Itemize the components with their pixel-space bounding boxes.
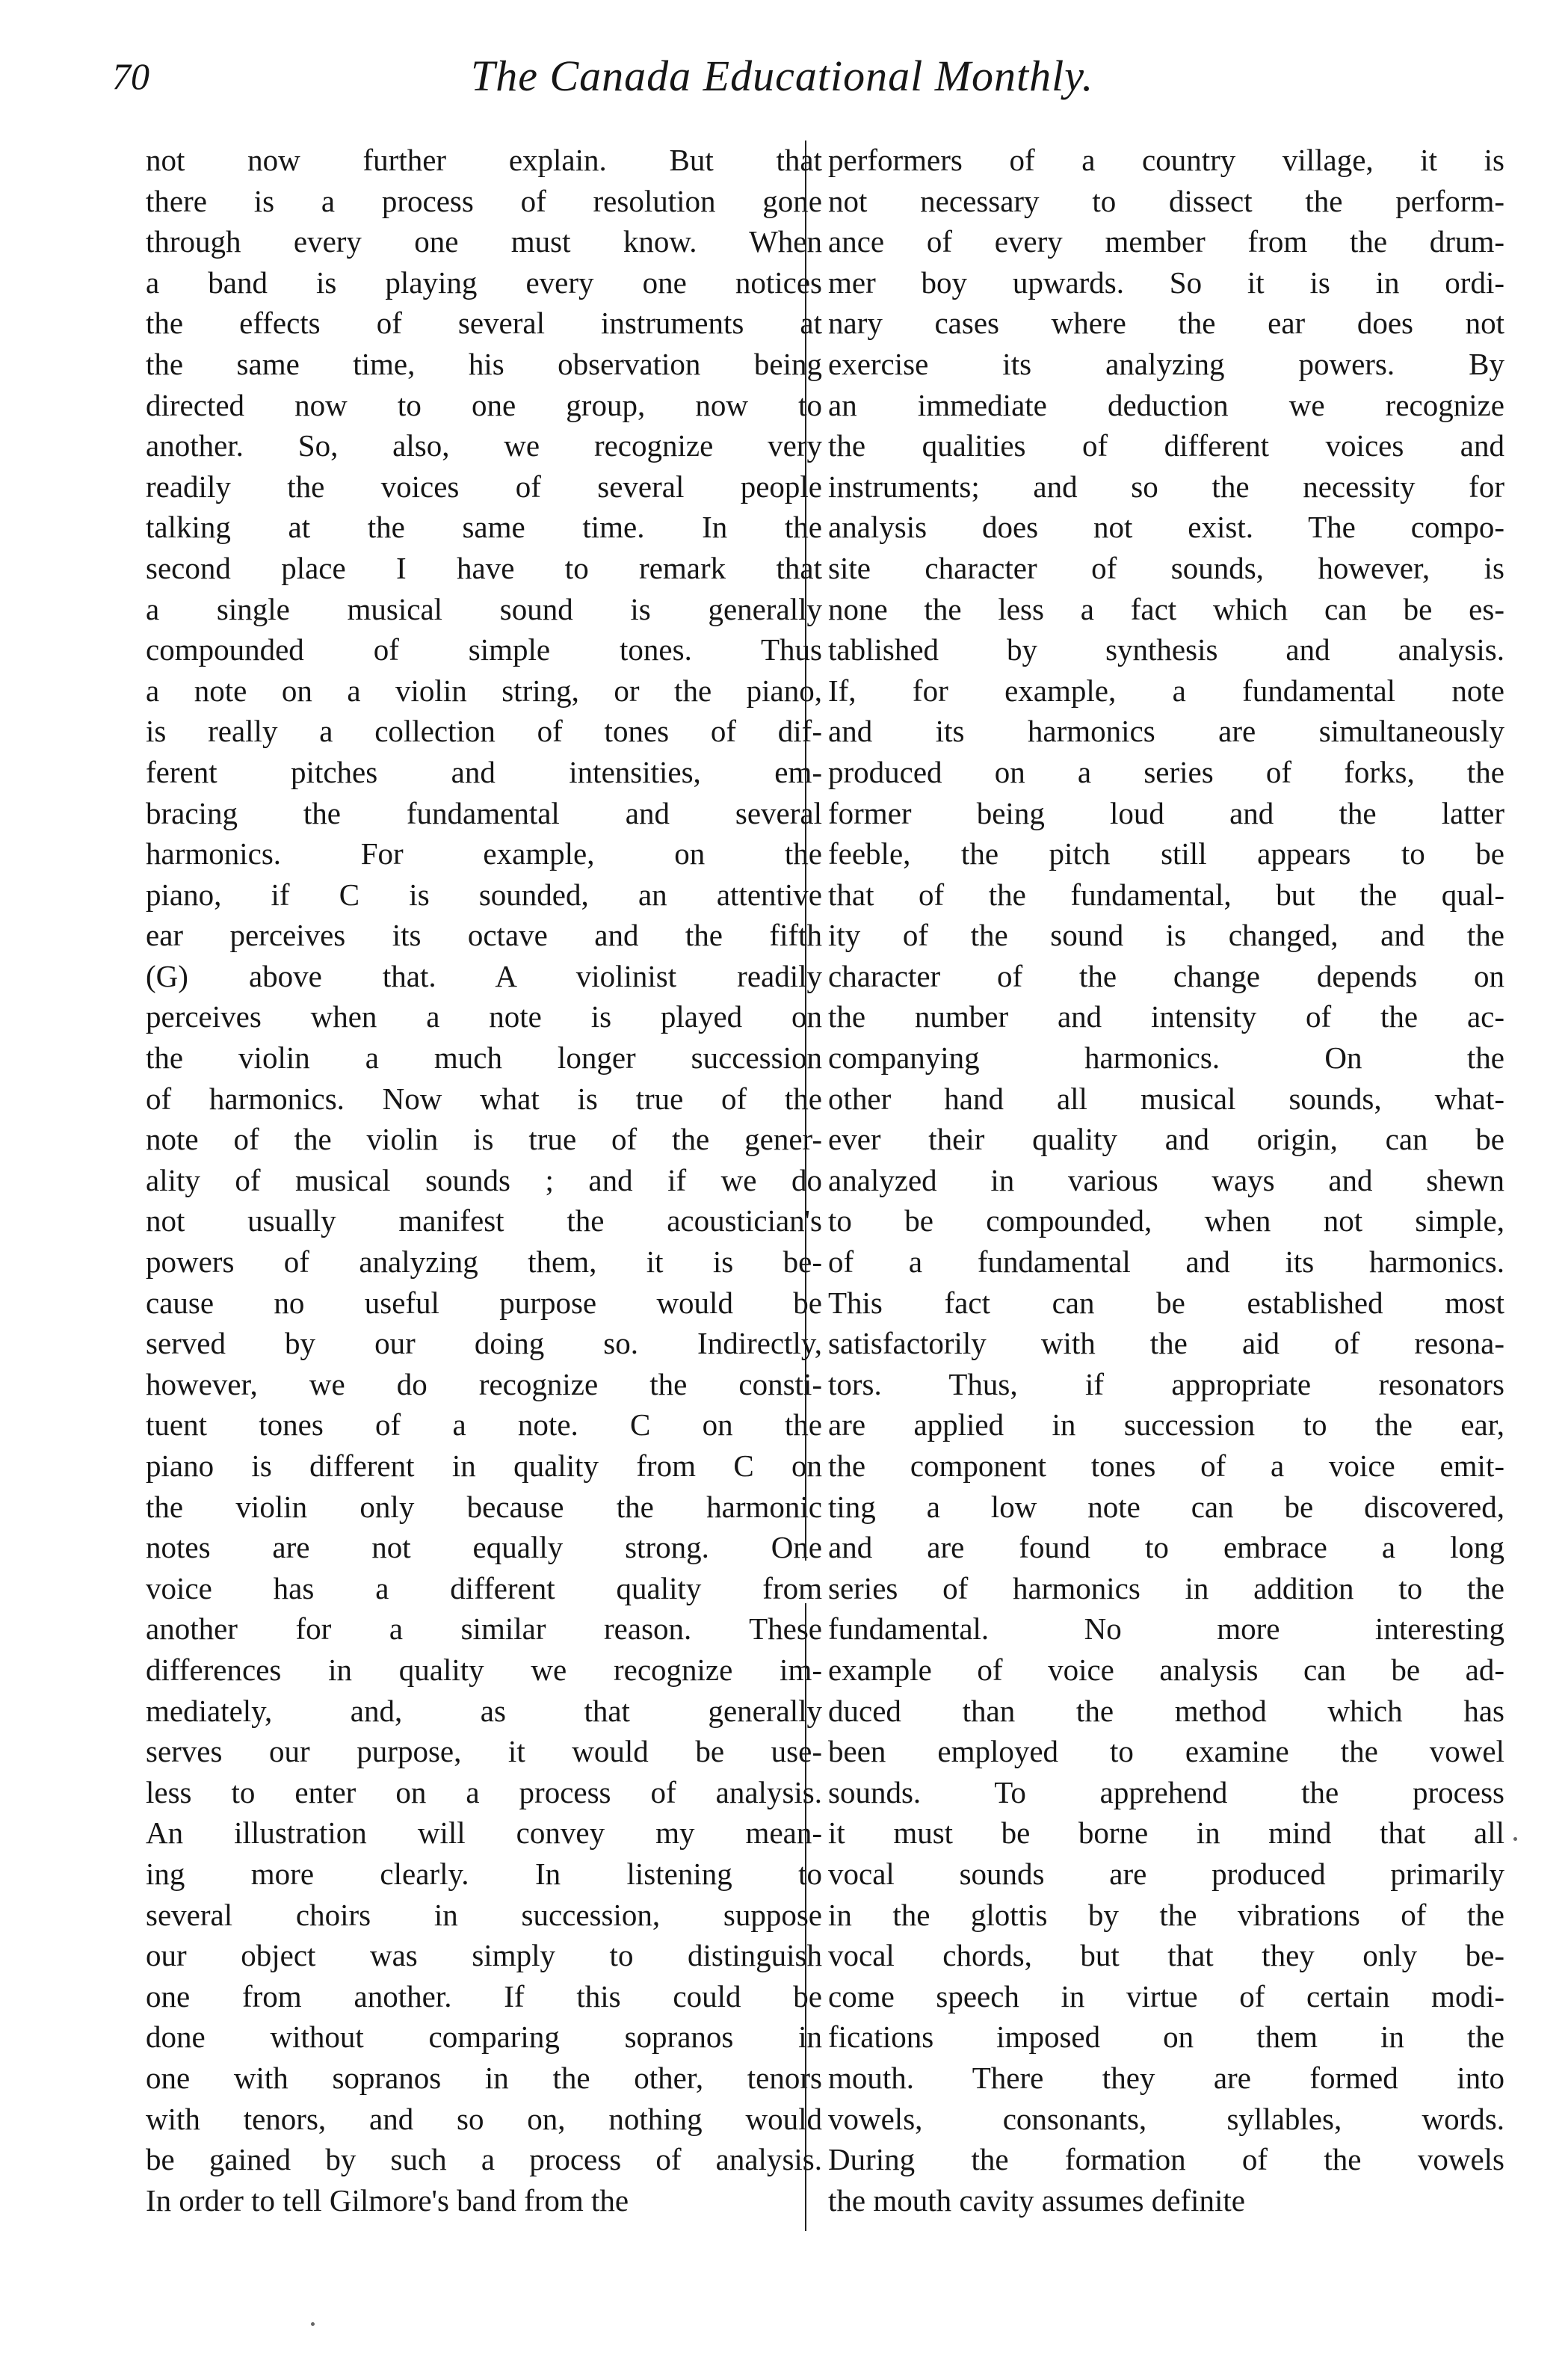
text-line: ality of musical sounds ; and if we do (146, 1162, 822, 1197)
text-line: are applied in succession to the ear, (828, 1407, 1504, 1442)
text-line: with tenors, and so on, nothing would (146, 2101, 822, 2136)
text-line: be gained by such a process of analysis. (146, 2142, 822, 2177)
text-line: one from another. If this could be (146, 1978, 822, 2014)
text-line: piano is different in quality from C on (146, 1448, 822, 1483)
text-line: satisfactorily with the aid of resona- (828, 1326, 1504, 1361)
text-line: however, we do recognize the consti- (146, 1366, 822, 1401)
text-line: voice has a different quality from (146, 1570, 822, 1605)
text-line: other hand all musical sounds, what- (828, 1081, 1504, 1116)
text-line: piano, if C is sounded, an attentive (146, 877, 822, 912)
text-line: not necessary to dissect the perform- (828, 183, 1504, 218)
text-line: ting a low note can be discovered, (828, 1489, 1504, 1524)
text-line: powers of analyzing them, it is be- (146, 1244, 822, 1280)
text-line: not now further explain. But that (146, 143, 822, 177)
text-line: come speech in virtue of certain modi- (828, 1978, 1504, 2014)
text-line: differences in quality we recognize im- (146, 1652, 822, 1687)
text-line: the same time, his observation being (146, 346, 822, 381)
text-line: several choirs in succession, suppose (146, 1897, 822, 1932)
text-line: the qualities of different voices and (828, 428, 1504, 463)
text-line: cause no useful purpose would be (146, 1285, 822, 1320)
text-line: there is a process of resolution gone (146, 183, 822, 218)
text-line: less to enter on a process of analysis. (146, 1774, 822, 1809)
text-line: and are found to embrace a long (828, 1530, 1504, 1565)
text-line: In order to tell Gilmore's band from the (146, 2182, 629, 2218)
text-line: During the formation of the vowels (828, 2142, 1504, 2177)
text-line: feeble, the pitch still appears to be (828, 836, 1504, 871)
text-line: exercise its analyzing powers. By (828, 346, 1504, 381)
text-line: and its harmonics are simultaneously (828, 714, 1504, 749)
text-line: an immediate deduction we recognize (828, 387, 1504, 422)
text-line: been employed to examine the vowel (828, 1734, 1504, 1769)
text-line: analysis does not exist. The compo- (828, 510, 1504, 545)
text-line: performers of a country village, it is (828, 143, 1504, 177)
text-line: one with sopranos in the other, tenors (146, 2060, 822, 2095)
text-line: ferent pitches and intensities, em- (146, 754, 822, 789)
text-line: compounded of simple tones. Thus (146, 632, 822, 667)
text-line: of a fundamental and its harmonics. (828, 1244, 1504, 1280)
text-line: served by our doing so. Indirectly, (146, 1326, 822, 1361)
text-line: our object was simply to distinguish (146, 1938, 822, 1973)
text-line: nary cases where the ear does not (828, 306, 1504, 341)
text-line: readily the voices of several people (146, 469, 822, 504)
text-line: the number and intensity of the ac- (828, 999, 1504, 1034)
page-number: 70 (112, 55, 149, 97)
text-line: of harmonics. Now what is true of the (146, 1081, 822, 1116)
text-line: ever their quality and origin, can be (828, 1122, 1504, 1157)
text-line: tablished by synthesis and analysis. (828, 632, 1504, 667)
text-line: harmonics. For example, on the (146, 836, 822, 871)
text-line: ing more clearly. In listening to (146, 1856, 822, 1891)
text-line: mouth. There they are formed into (828, 2060, 1504, 2095)
text-line: done without comparing sopranos in (146, 2019, 822, 2055)
text-line: companying harmonics. On the (828, 1040, 1504, 1076)
text-line: another for a similar reason. These (146, 1611, 822, 1647)
text-line: vocal sounds are produced primarily (828, 1856, 1504, 1891)
text-line: a note on a violin string, or the piano, (146, 673, 822, 708)
text-line: serves our purpose, it would be use- (146, 1734, 822, 1769)
text-line: analyzed in various ways and shewn (828, 1162, 1504, 1197)
text-line: perceives when a note is played on (146, 999, 822, 1034)
text-line: sounds. To apprehend the process (828, 1774, 1504, 1809)
text-line: example of voice analysis can be ad- (828, 1652, 1504, 1687)
text-line: that of the fundamental, but the qual- (828, 877, 1504, 912)
text-line: not usually manifest the acoustician's (146, 1203, 822, 1238)
text-line: (G) above that. A violinist readily (146, 958, 822, 993)
text-line: to be compounded, when not simple, (828, 1203, 1504, 1238)
text-line: ance of every member from the drum- (828, 224, 1504, 259)
text-line: it must be borne in mind that all (828, 1815, 1504, 1851)
text-line: duced than the method which has (828, 1693, 1504, 1728)
text-line: the component tones of a voice emit- (828, 1448, 1504, 1483)
print-speck (311, 2322, 315, 2326)
text-line: second place I have to remark that (146, 550, 822, 585)
text-line: the violin only because the harmonic (146, 1489, 822, 1524)
right-column (828, 140, 1504, 2277)
text-line: the effects of several instruments at (146, 306, 822, 341)
text-line: another. So, also, we recognize very (146, 428, 822, 463)
text-line: tors. Thus, if appropriate resonators (828, 1366, 1504, 1401)
running-title: The Canada Educational Monthly. (471, 52, 1094, 100)
text-line: former being loud and the latter (828, 795, 1504, 830)
text-line: ear perceives its octave and the fifth (146, 918, 822, 953)
text-line: the violin a much longer succession (146, 1040, 822, 1076)
text-line: is really a collection of tones of dif- (146, 714, 822, 749)
text-line: mediately, and, as that generally (146, 1693, 822, 1728)
text-line: none the less a fact which can be es- (828, 591, 1504, 626)
text-line: instruments; and so the necessity for (828, 469, 1504, 504)
text-line: If, for example, a fundamental note (828, 673, 1504, 708)
text-line: series of harmonics in addition to the (828, 1570, 1504, 1605)
text-line: directed now to one group, now to (146, 387, 822, 422)
text-line: This fact can be established most (828, 1285, 1504, 1320)
text-line: notes are not equally strong. One (146, 1530, 822, 1565)
text-line: mer boy upwards. So it is in ordi- (828, 265, 1504, 300)
left-column (146, 140, 822, 2277)
print-speck (1513, 1837, 1517, 1841)
text-line: vowels, consonants, syllables, words. (828, 2101, 1504, 2136)
text-line: through every one must know. When (146, 224, 822, 259)
text-line: character of the change depends on (828, 958, 1504, 993)
text-line: fications imposed on them in the (828, 2019, 1504, 2055)
text-line: a band is playing every one notices (146, 265, 822, 300)
text-line: ity of the sound is changed, and the (828, 918, 1504, 953)
text-line: vocal chords, but that they only be- (828, 1938, 1504, 1973)
text-line: note of the violin is true of the gener- (146, 1122, 822, 1157)
text-line: a single musical sound is generally (146, 591, 822, 626)
text-line: bracing the fundamental and several (146, 795, 822, 830)
text-line: the mouth cavity assumes definite (828, 2182, 1245, 2218)
text-line: in the glottis by the vibrations of the (828, 1897, 1504, 1932)
text-line: talking at the same time. In the (146, 510, 822, 545)
text-line: site character of sounds, however, is (828, 550, 1504, 585)
text-line: fundamental. No more interesting (828, 1611, 1504, 1647)
text-line: An illustration will convey my mean- (146, 1815, 822, 1851)
running-header (112, 46, 1248, 106)
text-line: produced on a series of forks, the (828, 754, 1504, 789)
text-line: tuent tones of a note. C on the (146, 1407, 822, 1442)
